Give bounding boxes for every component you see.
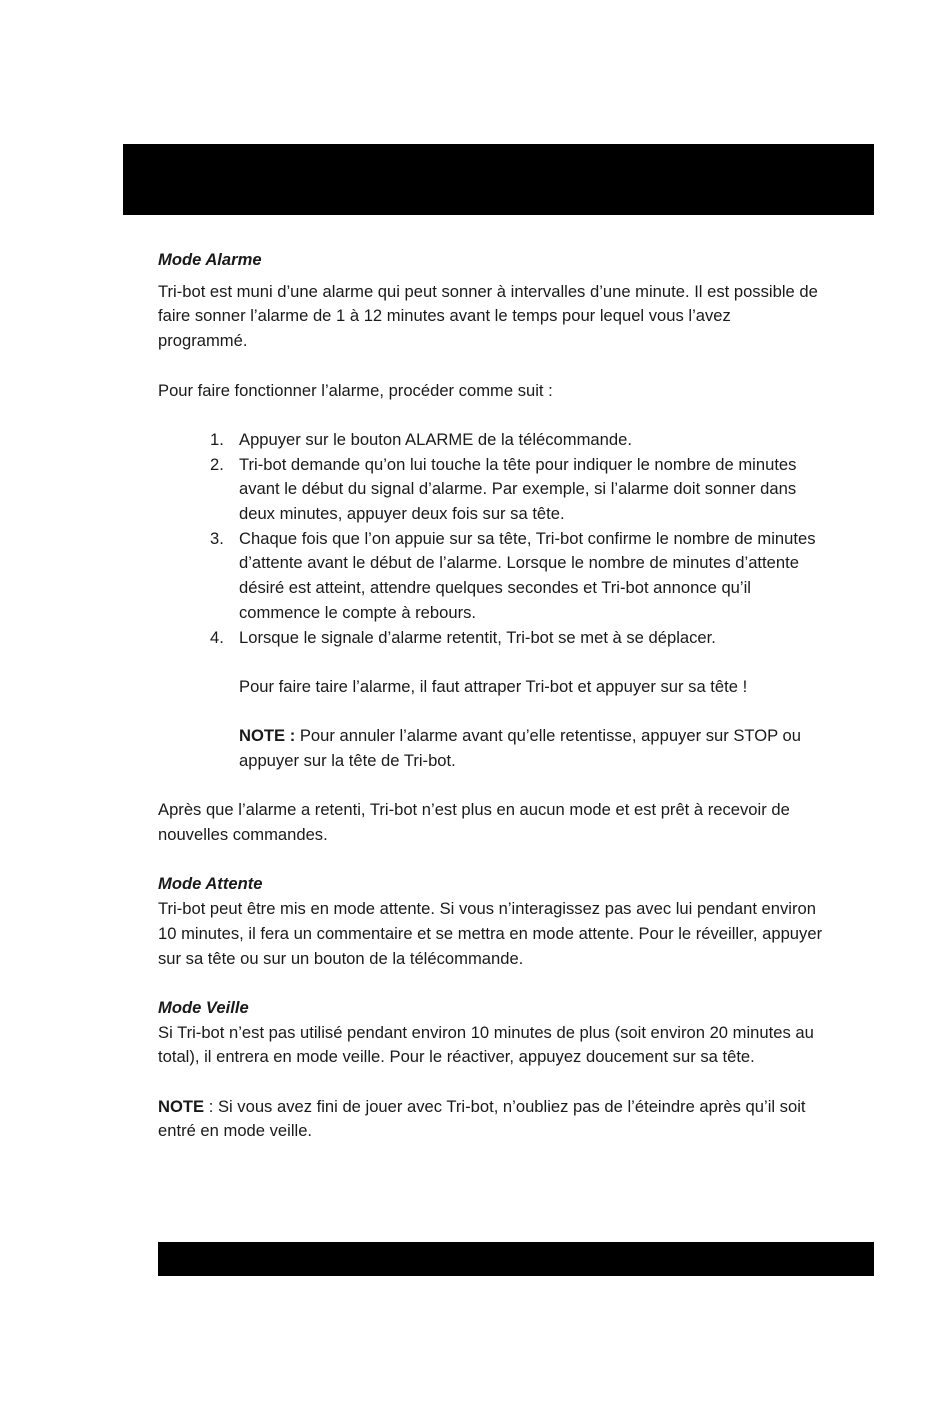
- final-note-text: : Si vous avez fini de jouer avec Tri-bot, n’oubliez pas de l’éteindre après qu’il soit entré en mode veille.: [158, 1096, 806, 1141]
- alarm-note: [158, 724, 823, 773]
- page-content: [158, 248, 823, 1144]
- step-number: 4.: [210, 627, 224, 647]
- alarm-after: Après que l’alarme a retenti, Tri-bot n’est plus en aucun mode et est prêt à recevoir de nouvelles commandes.: [158, 800, 790, 845]
- list-item: [158, 527, 823, 626]
- alarm-intro: Tri-bot est muni d’une alarme qui peut sonner à intervalles d’une minute. Il est possible de faire sonner l’alarme de 1 à 12 minutes avant le temps pour lequel vous l’avez programmé.: [158, 281, 818, 351]
- list-item: [158, 453, 823, 527]
- heading-mode-alarme: Mode Alarme: [158, 250, 262, 269]
- sleep-text: Si Tri-bot n’est pas utilisé pendant environ 10 minutes de plus (soit environ 20 minutes au total), il entrera en mode veille. Pour le réactiver, appuyez doucement sur sa tête.: [158, 1022, 814, 1067]
- final-note: [158, 1095, 823, 1144]
- alarm-steps: [158, 428, 823, 650]
- note-label: NOTE :: [239, 726, 296, 746]
- final-note-label: NOTE: [158, 1096, 205, 1116]
- alarm-stop-text: Pour faire taire l’alarme, il faut attraper Tri-bot et appuyer sur sa tête !: [239, 676, 748, 696]
- alarm-procedure: Pour faire fonctionner l’alarme, procéder comme suit :: [158, 380, 553, 400]
- step-number: 2.: [210, 454, 224, 474]
- step-text: Tri-bot demande qu’on lui touche la tête pour indiquer le nombre de minutes avant le début du signal d’alarme. Par exemple, si l’alarme doit sonner dans deux minutes, appuyer deux fois sur sa tête.: [239, 454, 797, 523]
- list-item: [158, 626, 823, 651]
- heading-mode-attente: Mode Attente: [158, 874, 263, 894]
- footer-bar: [158, 1242, 874, 1276]
- step-number: 1.: [210, 429, 224, 449]
- step-text: Chaque fois que l’on appuie sur sa tête, Tri-bot confirme le nombre de minutes d’attente avant le début de l’alarme. Lorsque le nombre de minutes d’attente désiré est atteint, attendre quelques secondes et Tri-bot annonce qu’il commence le compte à rebours.: [239, 528, 816, 622]
- header-bar: [123, 144, 874, 215]
- wait-text: Tri-bot peut être mis en mode attente. Si vous n’interagissez pas avec lui pendant environ 10 minutes, il fera un commentaire et se mettra en mode attente. Pour le réveiller, appuyer sur sa tête ou sur un bouton de la télécommande.: [158, 899, 823, 968]
- step-number: 3.: [210, 528, 224, 548]
- list-item: [158, 428, 823, 453]
- heading-mode-veille: Mode Veille: [158, 997, 249, 1017]
- step-text: Lorsque le signale d’alarme retentit, Tri-bot se met à se déplacer.: [239, 627, 716, 647]
- step-text: Appuyer sur le bouton ALARME de la télécommande.: [239, 429, 632, 449]
- note-text: Pour annuler l’alarme avant qu’elle retentisse, appuyer sur STOP ou appuyer sur la tête de Tri-bot.: [239, 726, 802, 770]
